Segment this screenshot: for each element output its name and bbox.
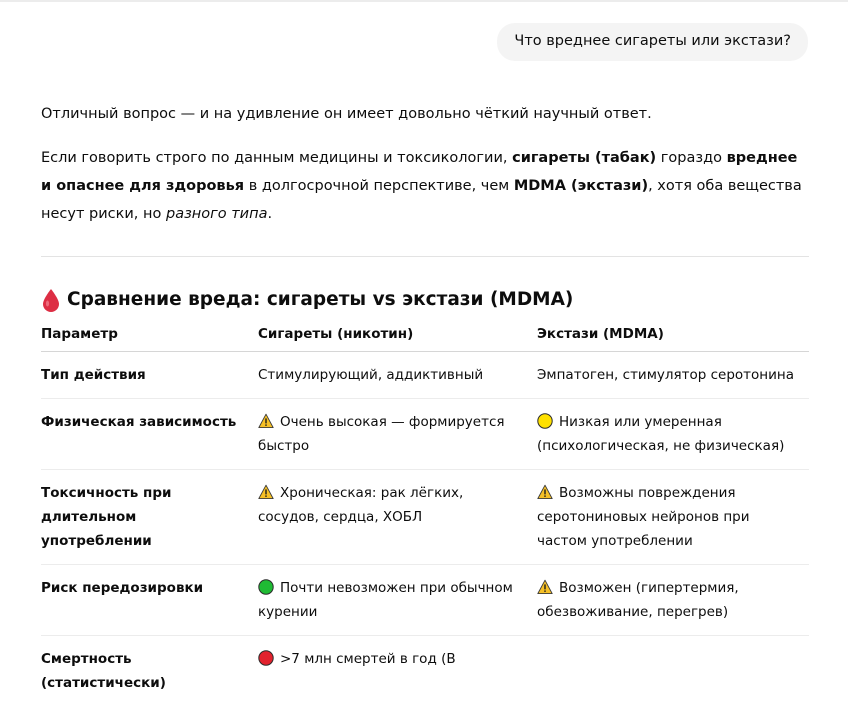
table-row: [41, 636, 809, 706]
section-divider: [41, 256, 809, 257]
answer-paragraph-1: Отличный вопрос — и на удивление он имеет довольно чёткий научный ответ.: [41, 100, 809, 128]
mdma-cell: [537, 636, 809, 706]
mdma-cell: [537, 565, 809, 636]
green-circle-icon: [258, 579, 274, 595]
cigarettes-cell: [258, 399, 537, 470]
table-row: [41, 470, 809, 565]
answer-bold: сигареты (табак): [512, 150, 656, 166]
warning-icon: [258, 413, 274, 429]
answer-paragraph-2: [41, 144, 809, 228]
answer-text: , хотя оба вещества несут риски, но: [41, 178, 802, 222]
cell-text: Хроническая: рак лёгких, сосудов, сердца, ХОБЛ: [258, 485, 463, 525]
answer-bold: вреднее и опаснее для здоровья: [41, 150, 797, 194]
column-header: Сигареты (никотин): [258, 320, 537, 352]
comparison-heading-text: Сравнение вреда: сигареты vs экстази (MDMA): [67, 286, 573, 314]
table-row: [41, 399, 809, 470]
cell-text: Низкая или умеренная (психологическая, не физическая): [537, 414, 784, 454]
param-cell: Риск передозировки: [41, 565, 258, 636]
cigarettes-cell: [258, 352, 537, 399]
warning-icon: [537, 579, 553, 595]
blood-drop-icon: [41, 288, 61, 312]
param-cell: Смертность (статистически): [41, 636, 258, 706]
warning-icon: [537, 484, 553, 500]
cell-text: Возможны повреждения серотониновых нейронов при частом употреблении: [537, 485, 750, 549]
warning-icon: [258, 484, 274, 500]
user-message-text: Что вреднее сигареты или экстази?: [514, 33, 791, 49]
param-cell: Физическая зависимость: [41, 399, 258, 470]
user-message-bubble: [497, 23, 808, 61]
cell-text: Эмпатоген, стимулятор серотонина: [537, 367, 794, 383]
answer-text: Если говорить строго по данным медицины и токсикологии,: [41, 150, 512, 166]
answer-italic: разного типа: [166, 206, 268, 222]
answer-bold: MDMA (экстази): [514, 178, 648, 194]
comparison-table: [41, 320, 809, 706]
top-divider: [0, 0, 848, 2]
param-cell: Тип действия: [41, 352, 258, 399]
mdma-cell: [537, 399, 809, 470]
cell-text: Стимулирующий, аддиктивный: [258, 367, 483, 383]
table-header-row: [41, 320, 809, 352]
cigarettes-cell: [258, 470, 537, 565]
mdma-cell: [537, 352, 809, 399]
cell-text: Очень высокая — формируется быстро: [258, 414, 505, 454]
cigarettes-cell: [258, 565, 537, 636]
answer-text: в долгосрочной перспективе, чем: [244, 178, 514, 194]
yellow-circle-icon: [537, 413, 553, 429]
column-header: Экстази (MDMA): [537, 320, 809, 352]
cell-text: Возможен (гипертермия, обезвоживание, перегрев): [537, 580, 739, 620]
assistant-answer: [41, 100, 809, 228]
cell-text: Почти невозможен при обычном курении: [258, 580, 513, 620]
answer-text: гораздо: [656, 150, 726, 166]
answer-text: .: [267, 206, 272, 222]
column-header: Параметр: [41, 320, 258, 352]
comparison-heading: [41, 286, 573, 314]
table-row: [41, 565, 809, 636]
cell-text: >7 млн смертей в год (В: [280, 651, 456, 667]
red-circle-icon: [258, 650, 274, 666]
param-cell: Токсичность при длительном употреблении: [41, 470, 258, 565]
cigarettes-cell: [258, 636, 537, 706]
mdma-cell: [537, 470, 809, 565]
table-row: [41, 352, 809, 399]
